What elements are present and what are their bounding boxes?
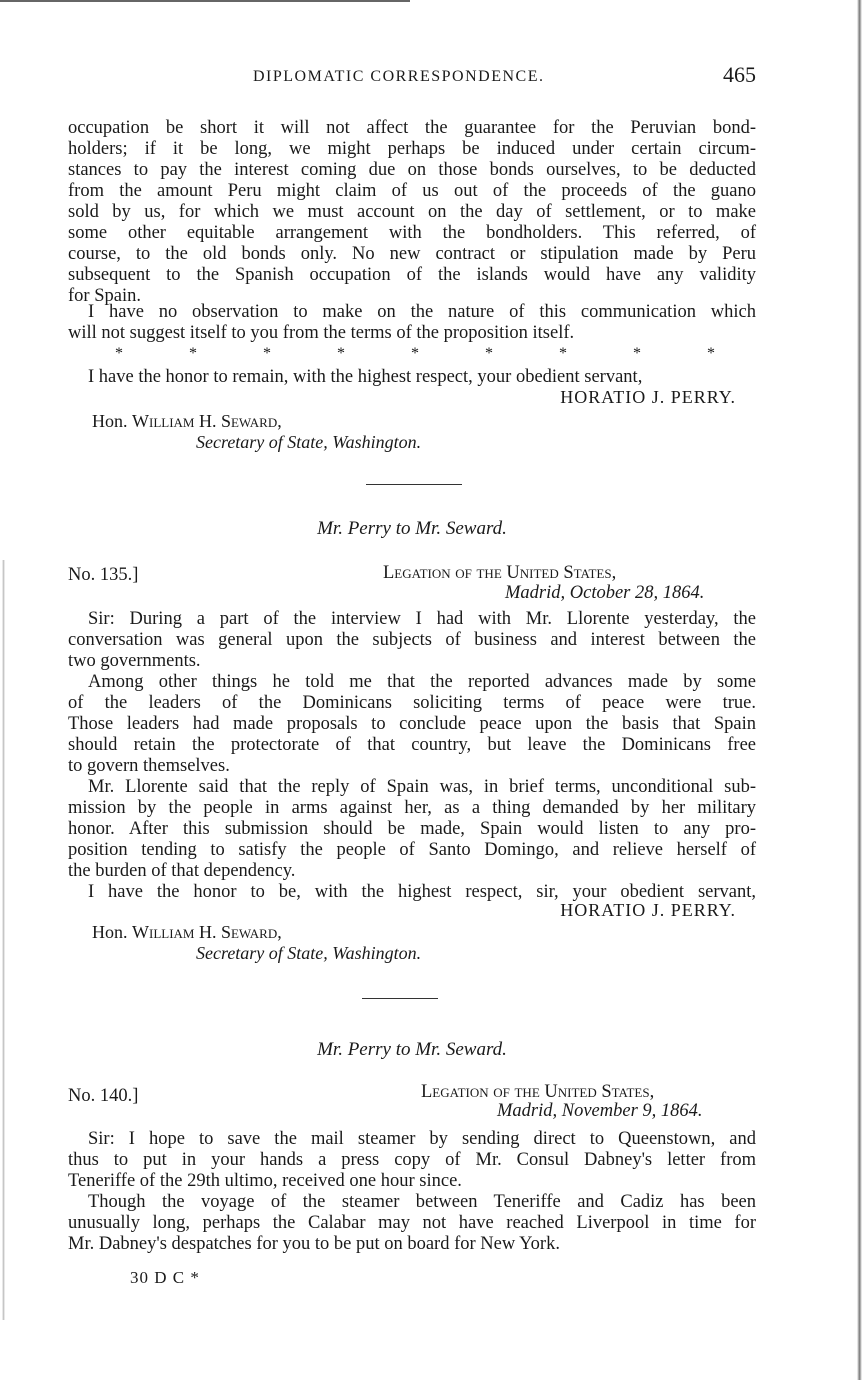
page-header [68, 62, 756, 96]
scan-edge-right [857, 0, 862, 1380]
legation-heading: Legation of the United States, [421, 1082, 655, 1102]
body-line: Mr. Llorente said that the reply of Spain was, in brief terms, unconditional sub- [88, 777, 756, 797]
body-line: thus to put in your hands a press copy of Mr. Consul Dabney's letter from [68, 1150, 756, 1170]
body-line: Those leaders had made proposals to conclude peace upon the basis that Spain [68, 714, 756, 734]
body-line: subsequent to the Spanish occupation of the islands would have any validity [68, 265, 756, 285]
running-head: DIPLOMATIC CORRESPONDENCE. [253, 68, 545, 85]
closing-line: I have the honor to be, with the highest respect, sir, your obedient servant, [88, 882, 756, 902]
body-line: mission by the people in arms against her, as a thing demanded by her military [68, 798, 756, 818]
body-line: Among other things he told me that the reported advances made by some [88, 672, 756, 692]
body-line: two governments. [68, 651, 201, 671]
addressee-name: William H. Seward, [132, 411, 282, 431]
body-line: Though the voyage of the steamer between Teneriffe and Cadiz has been [88, 1192, 756, 1212]
addressee [92, 922, 282, 943]
body-line: Mr. Dabney's despatches for you to be put on board for New York. [68, 1234, 560, 1254]
body-line: from the amount Peru might claim of us out of the proceeds of the guano [68, 181, 756, 201]
signature-mark: 30 D C * [130, 1268, 200, 1287]
dateline: Madrid, October 28, 1864. [505, 583, 705, 603]
body-line: occupation be short it will not affect the guarantee for the Peruvian bond- [68, 118, 756, 138]
body-line: Sir: During a part of the interview I had with Mr. Llorente yesterday, the [88, 609, 756, 629]
star-mark: * [633, 345, 641, 362]
scan-edge-left [2, 560, 5, 1320]
body-line: position tending to satisfy the people of Santo Domingo, and relieve herself of [68, 840, 756, 860]
body-line: Teneriffe of the 29th ultimo, received one hour since. [68, 1171, 462, 1191]
body-line: for Spain. [68, 286, 141, 306]
addressee [92, 411, 282, 432]
body-line: of the leaders of the Dominicans soliciting terms of peace were true. [68, 693, 756, 713]
letter-number: No. 140.] [68, 1086, 139, 1106]
closing-line: I have the honor to remain, with the highest respect, your obedient servant, [88, 367, 643, 387]
letter-number: No. 135.] [68, 565, 139, 585]
star-mark: * [189, 345, 197, 362]
star-mark: * [337, 345, 345, 362]
body-line: sold by us, for which we must account on the day of settlement, or to make [68, 202, 756, 222]
legation-heading: Legation of the United States, [383, 563, 617, 583]
dateline: Madrid, November 9, 1864. [497, 1101, 703, 1121]
signature: HORATIO J. PERRY. [560, 387, 736, 407]
signature: HORATIO J. PERRY. [560, 900, 736, 920]
star-mark: * [559, 345, 567, 362]
addressee-title: Secretary of State, Washington. [196, 943, 422, 963]
ellipsis-stars [115, 345, 715, 365]
body-line: honor. After this submission should be made, Spain would listen to any pro- [68, 819, 756, 839]
body-line: Sir: I hope to save the mail steamer by sending direct to Queenstown, and [88, 1129, 756, 1149]
star-mark: * [263, 345, 271, 362]
body-line: will not suggest itself to you from the terms of the proposition itself. [68, 323, 575, 343]
addressee-prefix: Hon. [92, 922, 128, 942]
body-line: conversation was general upon the subjects of business and interest between the [68, 630, 756, 650]
star-mark: * [115, 345, 123, 362]
body-line: holders; if it be long, we might perhaps be induced under certain circum- [68, 139, 756, 159]
star-mark: * [707, 345, 715, 362]
star-mark: * [485, 345, 493, 362]
letter-title: Mr. Perry to Mr. Seward. [317, 518, 507, 539]
body-line: the burden of that dependency. [68, 861, 296, 881]
section-rule [366, 484, 462, 485]
body-line: should retain the protectorate of that country, but leave the Dominicans free [68, 735, 756, 755]
addressee-title: Secretary of State, Washington. [196, 432, 422, 452]
addressee-prefix: Hon. [92, 411, 128, 431]
body-line: unusually long, perhaps the Calabar may not have reached Liverpool in time for [68, 1213, 756, 1233]
scan-edge-top [0, 0, 410, 2]
addressee-name: William H. Seward, [132, 922, 282, 942]
letter-title: Mr. Perry to Mr. Seward. [317, 1039, 507, 1060]
body-line: to govern themselves. [68, 756, 230, 776]
body-line: stances to pay the interest coming due on those bonds ourselves, to be deducted [68, 160, 756, 180]
section-rule [362, 998, 438, 999]
body-line: course, to the old bonds only. No new contract or stipulation made by Peru [68, 244, 756, 264]
star-mark: * [411, 345, 419, 362]
body-line: I have no observation to make on the nature of this communication which [88, 302, 756, 322]
page-number: 465 [723, 62, 756, 87]
body-line: some other equitable arrangement with the bondholders. This referred, of [68, 223, 756, 243]
